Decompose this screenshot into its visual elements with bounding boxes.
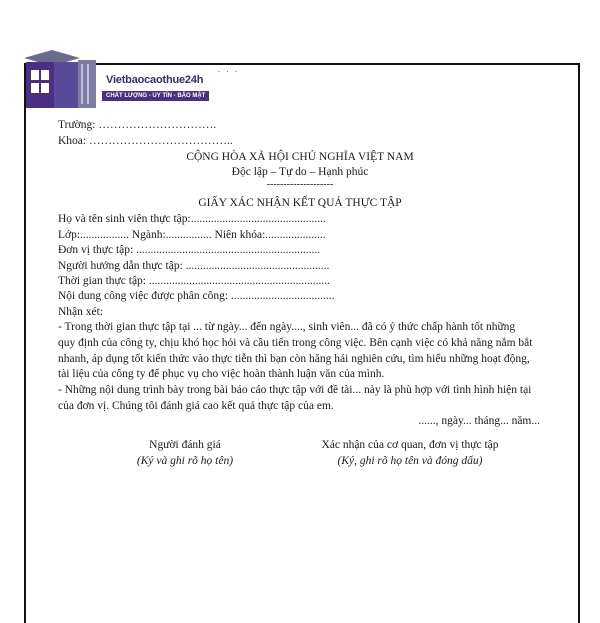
remarks-line: - Những nội dung trình bày trong bài báo cáo thực tập với đề tài... này là phù hợp với tình hình hiện tại [58, 384, 532, 396]
agency-signature-note: (Ký, ghi rõ họ tên và đóng dấu) [337, 455, 483, 467]
period-field: Thời gian thực tập: ............................................................... [58, 275, 331, 287]
remarks-line: nhanh, áp dụng tốt kiến thức vào thực tiễn thì bạn còn hăng hái nghiên cứu, tìm hiểu những hoạt động, [58, 353, 530, 365]
book-logo-icon [22, 50, 100, 112]
date-line: ......, ngày... tháng... năm... [418, 415, 540, 427]
header-dots: . . . [218, 64, 240, 74]
nation-heading: CỘNG HÒA XÃ HỘI CHỦ NGHĨA VIỆT NAM [186, 151, 414, 163]
internship-unit-field: Đơn vị thực tập: ................................................................ [58, 244, 321, 256]
remarks-label: Nhận xét: [58, 306, 104, 318]
document-title: GIẤY XÁC NHẬN KẾT QUẢ THỰC TẬP [198, 197, 402, 209]
faculty-field: Khoa: ……………………………….. [58, 135, 233, 147]
evaluator-signature-title: Người đánh giá [149, 439, 221, 451]
supervisor-field: Người hướng dẫn thực tập: .................................................. [58, 260, 330, 272]
remarks-line: quy định của công ty, chịu khó học hỏi và cầu tiến trong công việc. Bên cạnh việc có khả năng nắm bắt [58, 337, 533, 349]
agency-signature-title: Xác nhận của cơ quan, đơn vị thực tập [321, 439, 499, 451]
student-name-field: Họ và tên sinh viên thực tập:............................................... [58, 213, 326, 225]
class-major-field: Lớp:................. Ngành:................ Niên khóa:..................... [58, 229, 326, 241]
brand-name: Vietbaocaothue24h [106, 74, 204, 86]
tasks-field: Nội dung công việc được phân công: .................................... [58, 290, 335, 302]
motto: Độc lập – Tự do – Hạnh phúc [231, 166, 369, 178]
school-field: Trường: …………………………. [58, 119, 217, 131]
motto-divider: -------------------- [266, 179, 334, 190]
evaluator-signature-note: (Ký và ghi rõ họ tên) [136, 455, 234, 467]
remarks-line: - Trong thời gian thực tập tại ... từ ngày... đến ngày...., sinh viên... đã có ý thức chấp hành tốt những [58, 321, 516, 333]
brand-logo [22, 50, 212, 112]
remarks-line: tài liệu của công ty để phục vụ cho việc hoàn thành luận văn của mình. [58, 368, 385, 380]
brand-tagline: CHẤT LƯỢNG - UY TÍN - BẢO MẬT [102, 91, 209, 101]
remarks-line: của đơn vị. Chúng tôi đánh giá cao kết quả thực tập của em. [58, 400, 334, 412]
